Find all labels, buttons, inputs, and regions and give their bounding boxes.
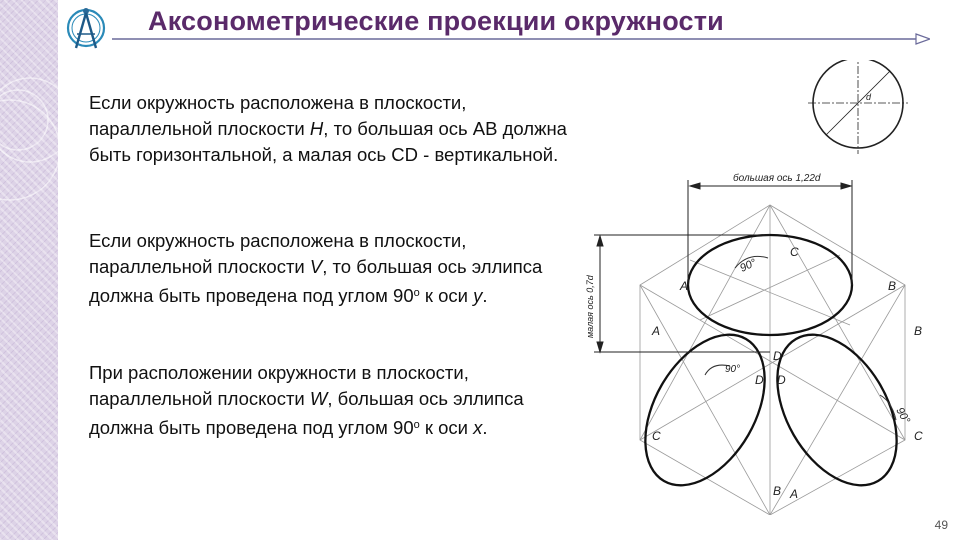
compass-logo-icon: [64, 4, 108, 52]
point-labels: [651, 245, 923, 501]
label-d-left: D: [755, 373, 764, 387]
angle-arcs: [705, 256, 896, 420]
minor-axis-label: малая ось 0,7d: [585, 275, 595, 338]
angle-label-right: 90°: [893, 405, 913, 426]
label-b-left: B: [773, 484, 782, 498]
label-a-top: A: [680, 279, 689, 293]
title-underline-arrow: [112, 33, 930, 45]
diameter-label: d: [866, 92, 872, 102]
label-b-right: B: [914, 324, 923, 338]
reference-circle: [808, 60, 908, 154]
isometric-ellipses: [621, 235, 922, 506]
paragraph-plane-v: Если окружность расположена в плоскости, параллельной плоскости V, то большая ось эллипса должна быть проведена под углом $90^о$ к оси y.: [89, 230, 543, 306]
angle-label-top: 90°: [738, 256, 759, 275]
label-c-right: C: [914, 429, 923, 443]
label-a-left: A: [652, 324, 661, 338]
label-c-top: C: [790, 245, 799, 259]
isometric-circle-drawing: [585, 60, 945, 515]
label-d-top: D: [773, 349, 782, 363]
decorative-sidebar: [0, 0, 58, 540]
page-title: Аксонометрические проекции окружности: [148, 6, 724, 36]
major-axis-label: большая ось 1,22d: [733, 173, 821, 184]
label-a-right: A: [790, 487, 799, 501]
paragraph-plane-h: Если окружность расположена в плоскости, параллельной плоскости H, то большая ось АВ должна быть горизонтальной, а малая ось CD - вертикальной.: [89, 92, 567, 165]
paragraph-plane-w: При расположении окружности в плоскости, параллельной плоскости W, большая ось эллипса должна быть проведена под углом $90^о$ к оси x.: [89, 362, 524, 438]
page-number: 49: [934, 518, 948, 532]
label-c-left: C: [652, 429, 661, 443]
label-d-right: D: [777, 373, 786, 387]
label-b-top: B: [888, 279, 897, 293]
angle-label-left: 90°: [725, 364, 741, 375]
